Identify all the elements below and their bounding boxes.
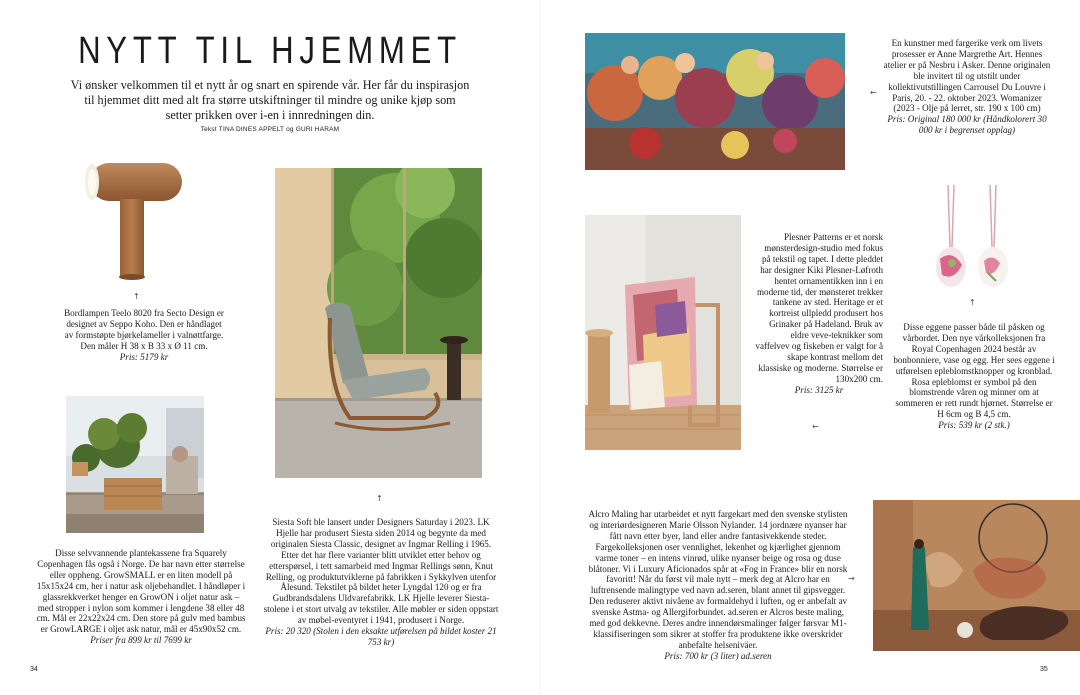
painting-caption	[882, 38, 1052, 136]
eggs-image	[930, 185, 1014, 290]
blanket-price: Pris: 3125 kr	[794, 384, 844, 395]
chair-caption	[262, 517, 500, 648]
painting-image	[585, 33, 845, 170]
planter-price: Priser fra 899 kr til 7699 kr	[90, 635, 192, 646]
eggs-caption-text: Disse eggene passer både til påsken og vårbordet. Den nye vårkolleksjonen fra Royal Copenhagen 2024 består av bonbonniere, vase og egg. Her sees eggene i utførelsen epleblomstknopper og kronblad. Rosa epleblomst er symbol på den blomstrende våren og minner om at sommeren er rett rundt hjørnet. Størrelse er H 6cm og B 4,5 cm.	[893, 322, 1055, 420]
blanket-caption-text: Plesner Patterns er et norsk mønsterdesign-studio med fokus på tekstil og tapet. I dette pleddet har designer Kiki Plesner-Løfroth hentet ornamentikken inn i en moderne tid, der mønsteret trekker tankene av sted. Heritage er et kortreist ullpledd produsert hos Grinaker på Hadeland. Bruk av eldre veve-teknikker som vaffelvev og fiskeben er valgt for å skape kontrast mellom det klassiske og moderne. Størrelse er 130x200 cm.	[755, 232, 883, 384]
lamp-image	[78, 155, 188, 285]
planter-caption	[36, 548, 246, 646]
byline-author-1: TINA DINES APPELT	[218, 126, 285, 133]
planter-image	[66, 396, 204, 533]
painting-price: Pris: Original 180 000 kr (Håndkolorert 30 000 kr i begrenset opplag)	[887, 114, 1047, 136]
byline-prefix: Tekst	[200, 126, 217, 133]
paint-caption	[583, 509, 853, 662]
paint-price: Pris: 700 kr (3 liter) ad.seren	[664, 650, 772, 661]
page-number-left: 34	[30, 666, 38, 673]
page-number-right: 35	[1040, 666, 1048, 673]
lamp-price: Pris: 5179 kr	[119, 351, 169, 362]
chair-image	[275, 168, 482, 478]
eggs-caption	[893, 322, 1055, 431]
intro-text: Vi ønsker velkommen til et nytt år og snart en spirende vår. Her får du inspirasjon til hjemmet ditt med alt fra større utskiftninger til mindre og unike kjøp som setter prikken over i-en i innredningen din.	[70, 78, 470, 122]
paint-caption-text: Alcro Maling har utarbeidet et nytt fargekart med den svenske stylisten og interiørdesigneren Marie Olsson Nylander. 14 jordnære nyanser har fått navn etter byer, land eller andre fantasivekkende steder. Fargekolleksjonen oser vennlighet, lekenhet og kjærlighet gjennom varme toner – en intens vinrød, ulike nyanser beige og rosa og duse blåtoner. Vi i Luxury Aficionados spår at «Fog in France» blir en norsk favoritt! Når du først vil male nytt – merk deg at Alcro har en luftrensende malingtype ved navn ad.seren, blant annet til gipsvegger. Den reduserer aktivt nivåene av formaldehyd i luften, og er anbefalt av svenske Astma- og Allergiforbundet. ad.seren er Alcros beste maling, med god dekkevne. Deres andre innendørsmalinger følger førsvar M1-klassifiseringen som sikrer at stoffer fra produktene ikke overskrider anbefalte helseniväer.	[588, 509, 848, 650]
planter-caption-text: Disse selvvannende plantekassene fra Squarely Copenhagen fås også i Norge. De har navn etter størrelse eller oppheng. GrowSMALL er en liten modell på 15x15x24 cm, her i natur ask oljebehandlet. I håndløper i glassrekkverket henger en GrowON i oljet natur ask – med stropper i nylon som kommer i lengdene 38 eller 48 cm. Mål er 22x22x24 cm. Den store på gulv med bambus er GrowLARGE i oljet ask natur, mål er 45x90x52 cm.	[36, 548, 246, 635]
painting-caption-text: En kunstner med fargerike verk om livets prosesser er Anne Margrethe Art. Hennes atelier er på Nesbru i Asker. Denne originalen ble invitert til og utstilt under kollektivutstillingen Carrousel Du Louvre i Paris, 20. - 22. oktober 2023. Womanizer (2023 - Olje på lerret, str. 190 x 100 cm)	[883, 38, 1051, 114]
byline-and: og	[286, 126, 294, 133]
spread-gutter	[539, 0, 540, 695]
chair-price: Pris: 20 320 (Stolen i den eksakte utførelsen på bildet koster 21 753 kr)	[265, 626, 497, 647]
byline	[70, 126, 470, 133]
lamp-caption-text: Bordlampen Teelo 8020 fra Secto Design er designet av Seppo Koho. Den er håndlaget av formstøpte bjørkelameller i valnøttfarge. Den måler H 38 x B 33 x Ø 11 cm.	[64, 308, 224, 351]
painting-arrow-left: ←	[870, 88, 877, 97]
page-title: NYTT TIL HJEMMET	[78, 30, 462, 72]
blanket-image	[585, 215, 741, 450]
eggs-arrow-up: ↑	[969, 298, 976, 307]
chair-caption-text: Siesta Soft ble lansert under Designers Saturday i 2023. LK Hjelle har produsert Siesta siden 2014 og begynte da med originalen Siesta Classic, designet av Ingmar Relling i 1965. Etter det har flere varianter blitt utviklet etter behov og etterspørsel, i tett samarbeid med Ingmar Rellings sønn, Knut Relling, og produktutviklerne på fabrikken i Sykkylven utenfor Ålesund. Tekstilet på bildet heter Lyngdal 120 og er fra Gudbrandsdalens Uldvarefabrikk. LK Hjelle leverer Siesta-stolene i et stort utvalg av tekstiler. Alle møbler er siden oppstart av møbel-eventyret i 1941, produsert i Norge.	[263, 517, 499, 626]
paint-room-image	[873, 500, 1080, 651]
blanket-arrow-left: ←	[812, 422, 819, 431]
eggs-price: Pris: 539 kr (2 stk.)	[938, 420, 1010, 431]
blanket-caption	[755, 232, 883, 396]
chair-arrow-up: ↑	[376, 494, 383, 503]
lamp-arrow-up: ↑	[133, 292, 140, 301]
paint-arrow-right: →	[848, 574, 855, 583]
byline-author-2: GURI HARAM	[295, 126, 340, 133]
lamp-caption	[64, 308, 224, 363]
